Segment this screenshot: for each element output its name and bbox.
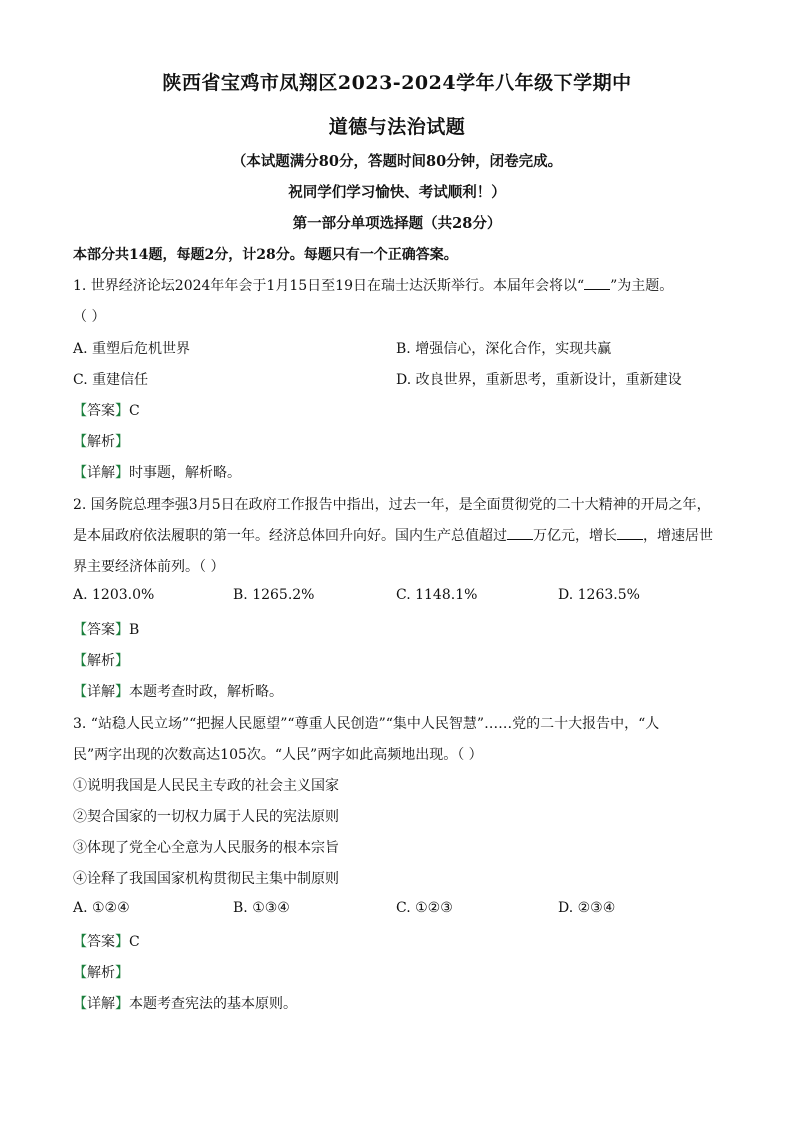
q3-detail-text: 本题考查宪法的基本原则。 [129, 996, 297, 1012]
q3-item-2: ②契合国家的一切权力属于人民的宪法原则 [73, 809, 339, 825]
q1-blank [584, 277, 610, 290]
section-title: 第一部分单项选择题（共28分） [292, 215, 502, 232]
q3-item-3: ③体现了党全心全意为人民服务的根本宗旨 [73, 840, 339, 856]
q2-option-b: B. 1265.2% [233, 587, 315, 603]
q2-answer: 【答案】B [73, 622, 140, 638]
exam-title-line1: 陕西省宝鸡市凤翔区2023-2024学年八年级下学期中 [162, 72, 632, 94]
exam-title-line2: 道德与法治试题 [328, 116, 466, 138]
q1-detail-text: 时事题，解析略。 [129, 465, 241, 481]
q2-stem-line3: 界主要经济体前列。（ ） [73, 559, 225, 575]
q3-detail: 【详解】本题考查宪法的基本原则。 [73, 996, 297, 1012]
q3-option-d: D. ②③④ [558, 900, 616, 916]
q3-answer: 【答案】C [73, 934, 140, 950]
exam-note-line2: 祝同学们学习愉快、考试顺利！） [288, 184, 506, 201]
q3-stem-line1: 3. “站稳人民立场”“把握人民愿望”“尊重人民创造”“集中人民智慧”……党的二十大报告中，“人 [73, 716, 660, 732]
q3-stem-line2: 民”两字出现的次数高达105次。“人民”两字如此高频地出现。（ ） [73, 747, 483, 763]
q1-option-a: A. 重塑后危机世界 [73, 341, 191, 357]
q3-option-c: C. ①②③ [396, 900, 453, 916]
q2-detail: 【详解】本题考查时政，解析略。 [73, 684, 283, 700]
q1-option-c: C. 重建信任 [73, 372, 149, 388]
q2-option-c: C. 1148.1% [396, 587, 478, 603]
q1-option-d: D. 改良世界，重新思考，重新设计，重新建设 [396, 372, 682, 388]
q1-stem-line2: （ ） [73, 309, 106, 325]
q2-answer-value: B [129, 622, 140, 638]
q3-item-1: ①说明我国是人民民主专政的社会主义国家 [73, 778, 339, 794]
q2-analysis-label: 【解析】 [73, 653, 129, 669]
q1-option-b: B. 增强信心，深化合作，实现共赢 [396, 341, 612, 357]
q2-blank-1 [507, 527, 533, 540]
q1-answer-value: C [129, 403, 140, 419]
q2-stem-line1: 2. 国务院总理李强3月5日在政府工作报告中指出，过去一年，是全面贯彻党的二十大精神的开局之年， [73, 497, 711, 513]
q3-answer-value: C [129, 934, 140, 950]
q1-stem-line1 [73, 275, 673, 295]
q2-stem-line2: 是本届政府依法履职的第一年。经济总体回升向好。国内生产总值超过 万亿元，增长 ，增速居世 [73, 528, 713, 544]
q1-answer: 【答案】C [73, 403, 140, 419]
q1-stem-text-b: ”为主题。 [610, 278, 674, 294]
q1-detail: 【详解】时事题，解析略。 [73, 465, 241, 481]
q2-blank-2 [617, 527, 643, 540]
q3-option-a: A. ①②④ [73, 900, 130, 916]
q1-stem-text-a: 1. 世界经济论坛2024年年会于1月15日至19日在瑞士达沃斯举行。本届年会将以“ [73, 278, 585, 294]
q1-analysis-label: 【解析】 [73, 434, 129, 450]
exam-note-line1: （本试题满分80分，答题时间80分钟，闭卷完成。 [231, 153, 563, 170]
q2-detail-text: 本题考查时政，解析略。 [129, 684, 283, 700]
q2-option-a: A. 1203.0% [73, 587, 155, 603]
section-instruction: 本部分共14题，每题2分，计28分。每题只有一个正确答案。 [73, 247, 458, 263]
q2-option-d: D. 1263.5% [558, 587, 640, 603]
q3-item-4: ④诠释了我国国家机构贯彻民主集中制原则 [73, 871, 339, 887]
q3-option-b: B. ①③④ [233, 900, 290, 916]
q3-analysis-label: 【解析】 [73, 965, 129, 981]
